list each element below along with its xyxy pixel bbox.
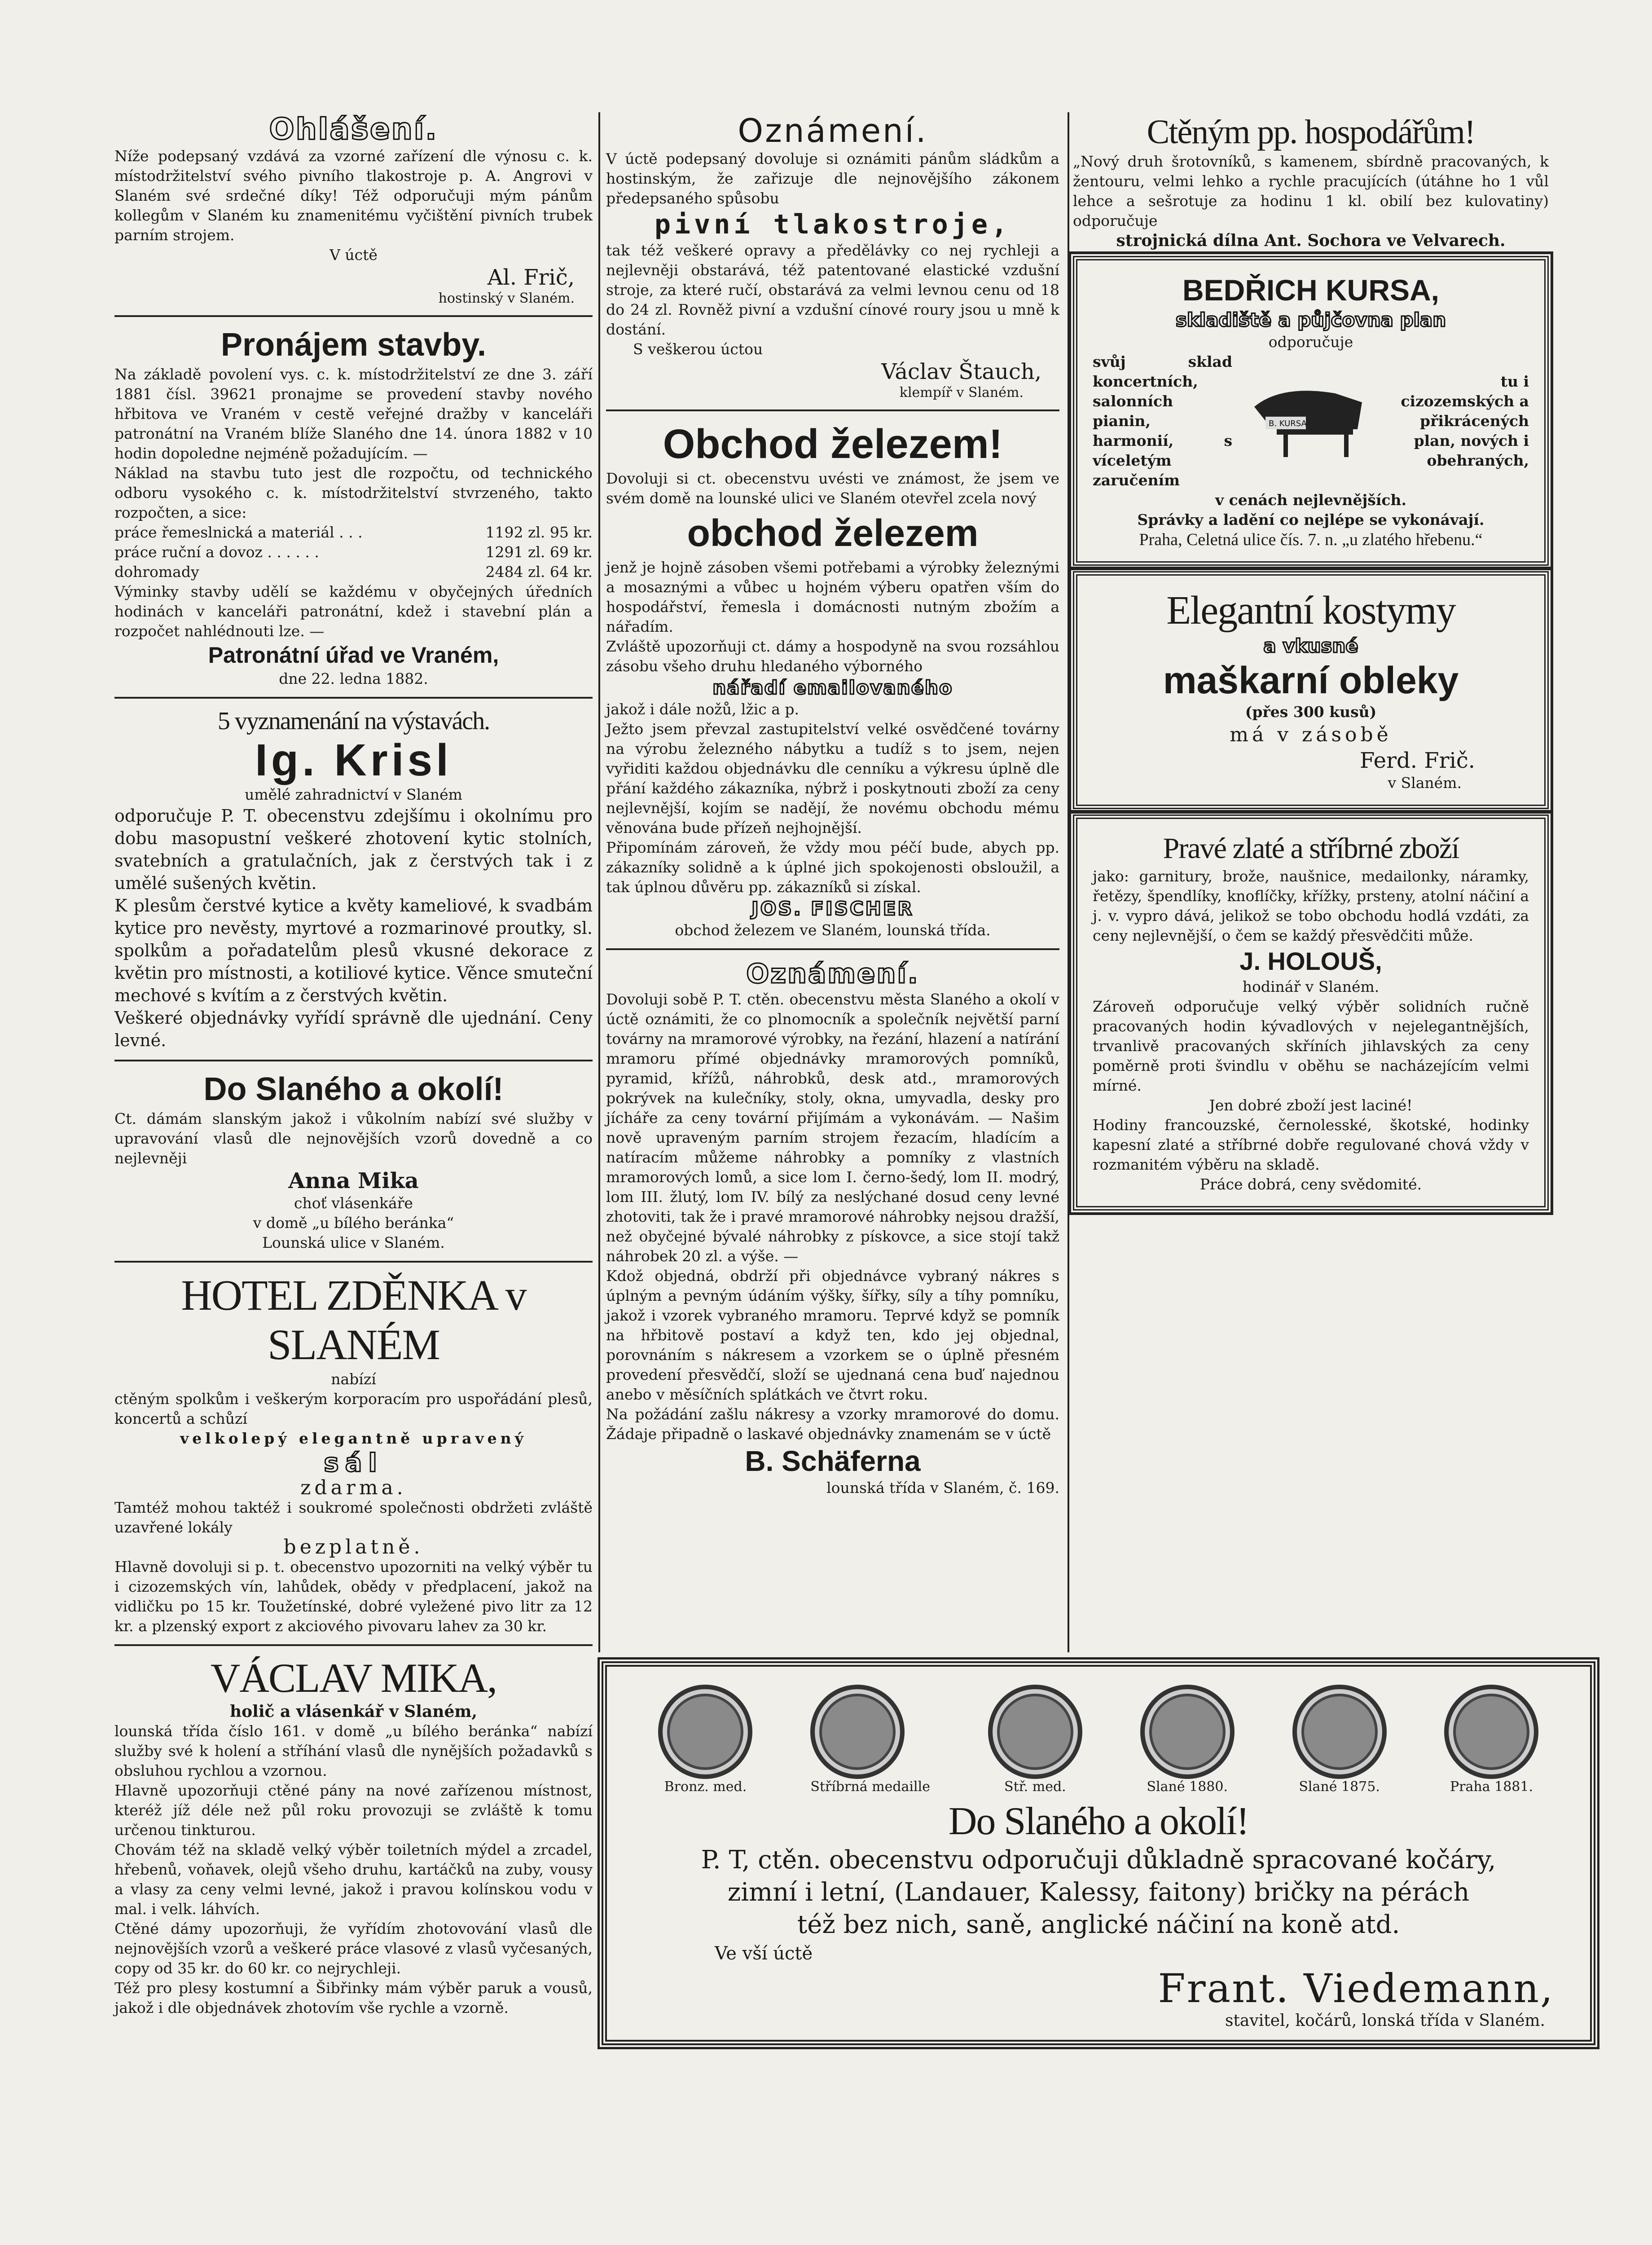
- ad-text: Ježto jsem převzal zastupitelství velké osvědčené továrny na výrobu železného nábytku a tudíž s to jsem, nejen vyřiditi každou objednávku dle cenníku a výkresu úplně dle přání každého zákazníka, nýbrž i poskytnouti zboží za ceny nejlevnější, kojím se nadějí, že novému obchodu mému věnována bude přízeň nejhojnější.: [606, 720, 1059, 836]
- piano-icon: [1245, 375, 1371, 465]
- ad-title: Elegantní kostymy: [1166, 588, 1455, 633]
- medal-caption: Bronz. med.: [664, 1779, 747, 1795]
- ad-heading: 5 vyznamenání na výstavách.: [217, 707, 490, 735]
- ad-stauch: [606, 112, 1059, 401]
- ad-signature-role: v Slaném.: [1388, 774, 1462, 792]
- ad-sochor: [1073, 112, 1549, 251]
- ad-text: Kdož objedná, obdrží při objednávce vybraný nákres s úplným a pevným údáním výšky, šířky, síly a tíhy pomníku, jakož i vzorek vybraného mramoru. Teprvé když se pomník na hřbitově postaví a když ten, kdo jej objednal, porovnáním s nákresem a vzorkem se o úplně přesném provedení přesvědčí, složí se ujednaná cena buď najednou anebo v měsíčních splátkách ve čtvrt roku.: [606, 1267, 1059, 1403]
- ad-text: Práce dobrá, ceny svědomité.: [1199, 1175, 1422, 1193]
- ad-text: Dovoluji sobě P. T. ctěn. obecenstvu města Slaného a okolí v úctě oznámiti, že co plnomocník a společník největší parní továrny na mramorové výrobky, na řezání, hlazení a natírání mramoru přímé objednávky mramorových pomníků, pyramid, křížů, náhrobků, desk atd., mramorových pokrývek na kulečníky, stoly, okna, umyvadla, desky pro jícháře za ceny tovární přijímám a vykonávám. — Našim nově upraveným parním strojem řezacím, hladícím a natíracím můžeme náhrobky a pomníky z vlastních mramorových lomů, a sice lom I. černo-šedý, lom II. modrý, lom III. žlutý, lom IV. bílý za neslýchané dosud ceny levné zhotoviti, tak že i pravé mramorové náhrobky nejsou dražší, než obyčejné bývalé náhrobky z pískovce, a sice stojí takž náhrobek 20 zl. a výše. —: [606, 990, 1059, 1265]
- ad-text: Na požádání zašlu nákresy a vzorky mramorové do domu. Žádaje připadně o laskavé objednávky znamenám se v úctě: [606, 1405, 1059, 1443]
- cost-value: 1192 zl. 95 kr.: [485, 524, 593, 541]
- ad-text: odporučuje P. T. obecenstvu zdejšímu i okolnímu pro dobu masopustní veškeré zhotovení kytic stolních, svatebních a gratulačních, jak z čerstvých tak i z umělé sušených květin.: [114, 806, 593, 893]
- ad-text: V úctě podepsaný dovoluje si oznámiti pánům sládkům a hostinským, že zařizuje dle nejnovějšího zákonem předepsaného spůsobu: [606, 150, 1059, 207]
- ad-source: strojnická dílna Ant. Sochora ve Velvarech.: [1116, 231, 1506, 250]
- ad-viedemann: [602, 1661, 1595, 2045]
- ad-text: Připomínám zároveň, že vždy mou péčí bude, abych pp. zákazníky solidně a k úplné jich spokojenosti obsloužil, a tak úplnou důvěru pp. zákazníků si získal.: [606, 839, 1059, 896]
- ad-headline: maškarní obleky: [1163, 659, 1459, 701]
- column-rule-right: [1068, 112, 1069, 1652]
- divider: [114, 1261, 593, 1263]
- ad-headline: obchod železem: [687, 512, 979, 554]
- ad-count: (přes 300 kusů): [1245, 703, 1377, 721]
- divider: [606, 948, 1059, 950]
- ad-title: Ctěným pp. hospodářům!: [1147, 113, 1475, 151]
- ad-text: jakož i dále nožů, lžic a p.: [606, 700, 800, 718]
- ad-text: jako: garnitury, brože, naušnice, medailonky, náramky, řetězy, špendlíky, knoflíčky, křížky, prsteny, atolní náčiní a j. v. vypro dává, jelikož se tobo obchodu hodlá vzdáti, za ceny nejlevnější, o čem se každý přesvědčiti může.: [1093, 867, 1529, 944]
- ad-title: Do Slaného a okolí!: [203, 1071, 504, 1107]
- ad-schaferna: [606, 958, 1059, 1498]
- ad-signature-role: choť vlásenkáře: [294, 1194, 413, 1212]
- medal-caption: Stř. med.: [1004, 1779, 1066, 1795]
- ad-text: Jen dobré zboží jest laciné!: [1209, 1096, 1413, 1114]
- ad-headline: velkolepý elegantně upravený: [180, 1430, 527, 1447]
- ad-text: Hodiny francouzské, černolesské, škotské, hodinky kapesní zlaté a stříbrné dobře regulované chová vždy v rozmanitém výběru na skladě.: [1093, 1116, 1529, 1173]
- ad-signature: J. HOLOUŠ,: [1239, 947, 1382, 975]
- ad-bezplatne: bezplatně.: [283, 1536, 424, 1558]
- medal-caption: Slané 1880.: [1147, 1779, 1228, 1795]
- ad-text: má v zásobě: [1230, 723, 1392, 746]
- medal: [1444, 1685, 1538, 1795]
- ad-title: Ig. Krisl: [255, 735, 452, 785]
- ad-anna-mika: [114, 1070, 593, 1253]
- column-left: [114, 112, 593, 2018]
- ad-text: zimní i letní, (Landauer, Kalessy, faitony) bričky na pérách: [727, 1878, 1470, 1907]
- cost-label: dohromady: [114, 563, 199, 581]
- cost-row: [114, 542, 593, 562]
- ad-text: P. T, ctěn. obecenstvu odporučuji důkladně spracované kočáry,: [701, 1845, 1496, 1875]
- ad-closing: Ve vší úctě: [715, 1943, 813, 1964]
- ad-subtitle: holič a vlásenkář v Slaném,: [229, 1702, 478, 1721]
- cost-table: [114, 523, 593, 582]
- medal-caption: Slané 1875.: [1299, 1779, 1380, 1795]
- ad-title: Obchod železem!: [663, 421, 1003, 467]
- ad-text: odporučuje: [1268, 333, 1353, 351]
- ad-title: Oznámení.: [746, 958, 919, 990]
- ad-title: Pronájem stavby.: [221, 327, 486, 363]
- divider: [114, 697, 593, 699]
- medal-caption: Stříbrná medaille: [810, 1779, 930, 1795]
- ad-signature-role: lounská třída v Slaném, č. 169.: [826, 1479, 1059, 1497]
- ad-title: BEDŘICH KURSA,: [1182, 273, 1440, 307]
- ad-signature: JOS. FISCHER: [751, 898, 914, 920]
- medal: [658, 1685, 752, 1795]
- ad-naradi: nářadí emailovaného: [712, 677, 953, 699]
- ad-signature-role: hodinář v Slaném.: [1242, 978, 1380, 995]
- ad-text: tak též veškeré opravy a předělávky co nej rychleji a nejlevněji obstarává, též patentované elastické vzdušní stroje, za které ručí, obstarává za velmi levnou cenu od 18 do 24 zl. Rovněž pivní a vzdušní cínové roury jsou u mně k dostání.: [606, 242, 1059, 338]
- ad-text: též bez nich, saně, anglické náčiní na koně atd.: [797, 1910, 1400, 1939]
- ad-signer: Patronátní úřad ve Vraném,: [208, 643, 499, 668]
- ad-sal: sál: [324, 1448, 383, 1478]
- cost-label: práce řemeslnická a materiál . . .: [114, 524, 363, 541]
- ad-subtitle: a vkusné: [1263, 635, 1358, 657]
- medal: [1292, 1685, 1387, 1795]
- ad-text: Též pro plesy kostumní a Šibřinky mám výběr paruk a vousů, jakož i dle objednávek zhotovím vše rychle a vzorně.: [114, 1979, 593, 2016]
- ad-text: Níže podepsaný vzdává za vzorné zařízení dle výnosu c. k. místodržitelství svého pivního tlakostroje p. A. Angrovi v Slaném své srdečné díky! Též odporučuji mým pánům kollegům v Slaném ku znamenitému vyčištění pivních trubek parním strojem.: [114, 147, 593, 244]
- cost-row: [114, 562, 593, 582]
- ad-subtitle: umělé zahradnictví v Slaném: [245, 786, 462, 803]
- ad-krisl: [114, 707, 593, 1052]
- medal-icon: [810, 1685, 905, 1779]
- ad-address: Praha, Celetná ulice čís. 7. n. „u zlatého hřebenu.“: [1139, 530, 1483, 549]
- ad-title: HOTEL ZDĚNKA v SLANÉM: [181, 1271, 526, 1369]
- ad-kostymy: [1073, 571, 1549, 809]
- divider: [114, 1060, 593, 1061]
- ad-title: VÁCLAV MIKA,: [210, 1655, 497, 1701]
- ad-signature: Ferd. Frič.: [1359, 748, 1475, 773]
- ad-pronajem-stavby: [114, 325, 593, 689]
- ad-signature: Václav Štauch,: [881, 359, 1041, 384]
- cost-value: 1291 zl. 69 kr.: [485, 543, 593, 561]
- ad-text: nabízí: [331, 1370, 376, 1388]
- divider: [114, 1644, 593, 1646]
- ad-ohlaseni-fric: [114, 112, 593, 307]
- divider: [606, 409, 1059, 411]
- ad-headline: pivní tlakostroje,: [654, 209, 1011, 240]
- ad-signature: Frant. Viedemann,: [1158, 1965, 1554, 2012]
- ad-signature-role: klempíř v Slaném.: [899, 385, 1024, 401]
- medal-icon: [1444, 1685, 1538, 1779]
- medal-icon: [1140, 1685, 1235, 1779]
- ad-text: lounská třída číslo 161. v domě „u bílého beránka“ nabízí služby své k holení a stříhání vlasů dle nynějších požadavků s obsluhou rychlou a vzornou.: [114, 1722, 593, 1779]
- ad-closing: V úctě: [330, 246, 378, 264]
- ad-text: tu i cizozemských a přikrácených plan, nových i obehraných,: [1401, 373, 1529, 469]
- ad-signature: B. Schäferna: [745, 1445, 921, 1477]
- ad-text: svůj sklad koncertních, salonních pianin, harmonií, s víceletým zaručením: [1093, 353, 1233, 489]
- ad-text: Zároveň odporučuje velký výběr solidních ručně pracovaných hodin kývadlových v nejelegantnějších, trvanlivě pracovaných skříních jihlavských za ceny poměrně proti švindlu v oběhu se nacházejícím velmi mírné.: [1093, 998, 1529, 1094]
- ad-text: Veškeré objednávky vyřídí správně dle ujednání. Ceny levné.: [114, 1008, 593, 1050]
- ad-text: Hlavně dovoluji si p. t. obecenstvo upozorniti na velký výběr tu i cizozemských vín, lahůdek, obědy v předplacení, jakož na vidličku po 15 kr. Toužetínské, dobré vyležené pivo litr za 12 kr. a plzenský export z akciového pivovaru lahev za 30 kr.: [114, 1558, 593, 1635]
- medal-caption: Praha 1881.: [1450, 1779, 1533, 1795]
- ad-signature: Al. Frič,: [487, 265, 575, 290]
- ad-title: Ohlášení.: [269, 112, 438, 146]
- ad-text: Na základě povolení vys. c. k. místodržitelství ze dne 3. září 1881 čísl. 39621 pronajme se provedení stavby nového hřbitova ve Vraném v cestě veřejné dražby v kanceláři patronátní na Vraném blíže Slaného dne 14. února 1882 v 10 hodin dopoledne nejméně požadujícím. —: [114, 365, 593, 462]
- ad-text: jenž je hojně zásoben všemi potřebami a výrobky železnými a mosaznými a vůbec u hojném výberu opatřen vším do hospodářství, řemesla i domácnosti nutným zbožím a nářadím.: [606, 559, 1059, 635]
- ad-text: Správky a ladění co nejlépe se vykonávají.: [1137, 511, 1485, 528]
- column-rule-left: [598, 112, 600, 1652]
- ad-title: Pravé zlaté a stříbrné zboží: [1163, 832, 1459, 865]
- medal: [810, 1685, 930, 1795]
- ad-signature-role: stavitel, kočárů, lonská třída v Slaném.: [1225, 2012, 1545, 2030]
- medal: [988, 1685, 1082, 1795]
- ad-vaclav-mika: [114, 1654, 593, 2018]
- ad-fischer: [606, 419, 1059, 940]
- ad-subtitle: skladiště a půjčovna plan: [1175, 309, 1446, 331]
- cost-label: práce ruční a dovoz . . . . . .: [114, 543, 319, 561]
- column-middle: [606, 112, 1059, 1498]
- medal-icon: [658, 1685, 752, 1779]
- medal-icon: [988, 1685, 1082, 1779]
- ad-signature: Anna Mika: [288, 1168, 419, 1193]
- ad-text: Výminky stavby udělí se každému v obyčejných úředních hodinách v kanceláři patronátní, kdež i stavební plán a rozpočet nahlédnouti lze. —: [114, 583, 593, 640]
- ad-holous: [1073, 814, 1549, 1211]
- medal: [1140, 1685, 1235, 1795]
- ad-kursa: [1073, 256, 1549, 566]
- cost-row: [114, 523, 593, 542]
- medal-icon: [1292, 1685, 1387, 1779]
- ad-date: dne 22. ledna 1882.: [279, 670, 428, 687]
- cost-value: 2484 zl. 64 kr.: [485, 563, 593, 581]
- ad-address: Lounská ulice v Slaném.: [262, 1234, 445, 1251]
- ad-text: Ct. dámám slanským jakož i vůkolním nabízí své služby v upravování vlasů dle nejnovějších vzorů dovedně a co nejlevněji: [114, 1110, 593, 1167]
- ad-hotel-zdenka: [114, 1271, 593, 1636]
- ad-text: v cenách nejlevnějších.: [1215, 491, 1406, 509]
- ad-text: Hlavně upozorňuji ctěné pány na nové zařízenou místnost, kteréž jíž déle než půl roku provozuji se zvláště k tomu určenou tinkturou.: [114, 1782, 593, 1839]
- divider: [114, 315, 593, 317]
- ad-address: v domě „u bílého beránka“: [253, 1214, 454, 1232]
- ad-text: Chovám též na skladě velký výběr toiletních mýdel a zrcadel, hřebenů, voňavek, olejů všeho druhu, kartáčků na zuby, vousy a vlasy za ceny velmi levné, jakož i pravou kolínskou vodu v mal. i velk. láhvích.: [114, 1841, 593, 1918]
- ad-text: ctěným spolkům i veškerým korporacím pro uspořádání plesů, koncertů a schůzí: [114, 1390, 593, 1427]
- piano-label: B. KURSA: [1269, 419, 1307, 428]
- column-right: [1073, 112, 1549, 1216]
- ad-signature-role: obchod železem ve Slaném, lounská třída.: [675, 921, 991, 939]
- ad-title: Do Slaného a okolí!: [948, 1800, 1249, 1843]
- ad-text: „Nový druh šrotovníků, s kamenem, sbírdně pracovaných, k žentouru, velmi lehko a rychle pracujících (útáhne ho 1 vůl lehce a sešrotuje za hodinu 1 kl. obilí bez kulovatiny) odporučuje: [1073, 153, 1549, 229]
- ad-text: Ctěné dámy upozorňuji, že vyřídím zhotovování vlasů dle nejnovějších vzorů a veškeré práce vlasové z vlasů vyčesaných, copy od 35 kr. do 60 kr. co nejrychleji.: [114, 1920, 593, 1977]
- ad-title: Oznámení.: [738, 112, 928, 150]
- ad-text: K plesům čerstvé kytice a květy kameliové, k svadbám kytice pro nevěsty, myrtové a rozmarinové proutky, sl. spolkům a pořadatelům plesů vkusné dekorace z květin pro místnosti, a kotiliové kytice. Věnce smuteční mechové s kvítím a z čerstvých květin.: [114, 896, 593, 1005]
- medal-row: [625, 1676, 1572, 1799]
- ad-text: Zvláště upozorňuji ct. dámy a hospodyně na svou rozsáhlou zásobu všeho druhu hledaného výborného: [606, 638, 1059, 675]
- ad-zdarma: zdarma.: [300, 1476, 407, 1499]
- ad-text: Dovoluji si ct. obecenstvu uvésti ve známost, že jsem ve svém domě na lounské ulici ve Slaném otevřel zcela nový: [606, 470, 1059, 507]
- ad-text: Tamtéž mohou taktéž i soukromé společnosti obdržeti zvláště uzavřené lokály: [114, 1499, 593, 1536]
- ad-closing: S veškerou úctou: [633, 340, 763, 358]
- piano-illustration: [1245, 375, 1376, 467]
- ad-text: Náklad na stavbu tuto jest dle rozpočtu, od technického odboru vysokého c. k. místodržitelství stvrzeného, takto rozpočten, a sice:: [114, 464, 593, 521]
- kursa-offer: [1093, 352, 1529, 490]
- ad-signature-role: hostinský v Slaném.: [438, 291, 575, 306]
